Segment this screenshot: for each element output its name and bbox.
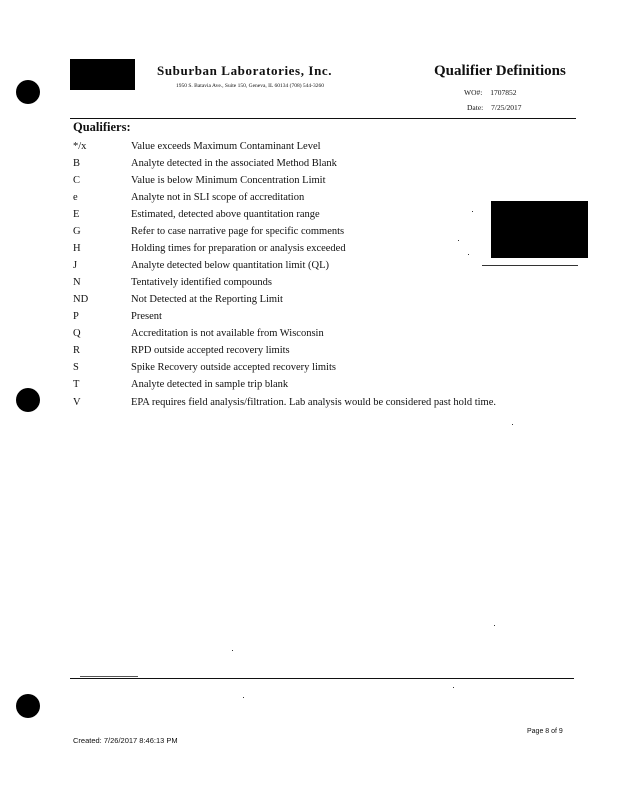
qualifier-description: Holding times for preparation or analysis exceeded — [131, 243, 346, 254]
scan-speck — [232, 650, 233, 651]
qualifier-description: Analyte not in SLI scope of accreditation — [131, 192, 305, 203]
redacted-stamp — [491, 201, 588, 258]
qualifier-code: G — [73, 226, 81, 237]
qualifier-description: Analyte detected in the associated Method Blank — [131, 158, 337, 169]
qualifier-code: e — [73, 192, 78, 203]
punch-hole-middle — [16, 388, 40, 412]
scan-speck — [472, 211, 473, 212]
created-timestamp: Created: 7/26/2017 8:46:13 PM — [73, 736, 178, 745]
work-order-value: 1707852 — [490, 88, 517, 97]
qualifier-code: E — [73, 209, 80, 220]
company-address: 1950 S. Batavia Ave., Suite 150, Geneva, IL 60134 (708) 544-3260 — [176, 83, 325, 89]
qualifier-description: Spike Recovery outside accepted recovery limits — [131, 362, 336, 373]
date-value: 7/25/2017 — [491, 103, 522, 112]
punch-hole-bottom — [16, 694, 40, 718]
qualifier-code: P — [73, 311, 79, 322]
qualifier-code: R — [73, 345, 81, 356]
header-rule — [70, 118, 576, 119]
footer-rule-accent — [80, 676, 138, 677]
qualifier-code: J — [73, 260, 78, 271]
qualifier-description: Estimated, detected above quantitation range — [131, 209, 320, 220]
stamp-underline — [482, 265, 578, 266]
scan-speck — [512, 424, 513, 425]
scan-speck — [243, 697, 244, 698]
qualifier-description: RPD outside accepted recovery limits — [131, 345, 290, 356]
qualifier-description: Accreditation is not available from Wisconsin — [131, 328, 324, 339]
scan-speck — [453, 687, 454, 688]
qualifiers-heading: Qualifiers: — [73, 120, 131, 134]
company-name: Suburban Laboratories, Inc. — [157, 63, 333, 78]
qualifier-code: C — [73, 175, 81, 186]
qualifier-description: Tentatively identified compounds — [131, 277, 272, 288]
footer-rule — [70, 678, 574, 679]
qualifier-description: Present — [131, 311, 162, 322]
qualifier-code: */x — [73, 141, 87, 152]
redacted-logo — [70, 59, 135, 90]
qualifier-description: Not Detected at the Reporting Limit — [131, 294, 283, 305]
punch-hole-top — [16, 80, 40, 104]
qualifier-description: Analyte detected below quantitation limit (QL) — [131, 260, 329, 271]
qualifier-code: N — [73, 277, 81, 288]
qualifier-code: S — [73, 362, 79, 373]
qualifier-description: EPA requires field analysis/filtration. Lab analysis would be considered past hold time. — [131, 397, 496, 408]
page-number: Page 8 of 9 — [527, 728, 563, 735]
scan-speck — [468, 254, 469, 255]
qualifier-code: ND — [73, 294, 89, 305]
qualifier-code: T — [73, 379, 80, 390]
qualifier-code: V — [73, 397, 81, 408]
qualifier-description: Refer to case narrative page for specific comments — [131, 226, 345, 237]
qualifier-code: H — [73, 243, 81, 254]
scan-speck — [458, 240, 459, 241]
date-row — [467, 103, 522, 112]
date-label: Date: — [467, 103, 484, 112]
work-order-label: WO#: — [464, 88, 483, 97]
qualifier-description: Analyte detected in sample trip blank — [131, 379, 289, 390]
qualifier-description: Value is below Minimum Concentration Limit — [131, 175, 326, 186]
qualifier-code: Q — [73, 328, 81, 339]
work-order-row — [464, 88, 516, 97]
qualifier-code: B — [73, 158, 81, 169]
qualifier-description: Value exceeds Maximum Contaminant Level — [131, 141, 321, 152]
scan-speck — [494, 625, 495, 626]
document-title: Qualifier Definitions — [434, 63, 566, 79]
